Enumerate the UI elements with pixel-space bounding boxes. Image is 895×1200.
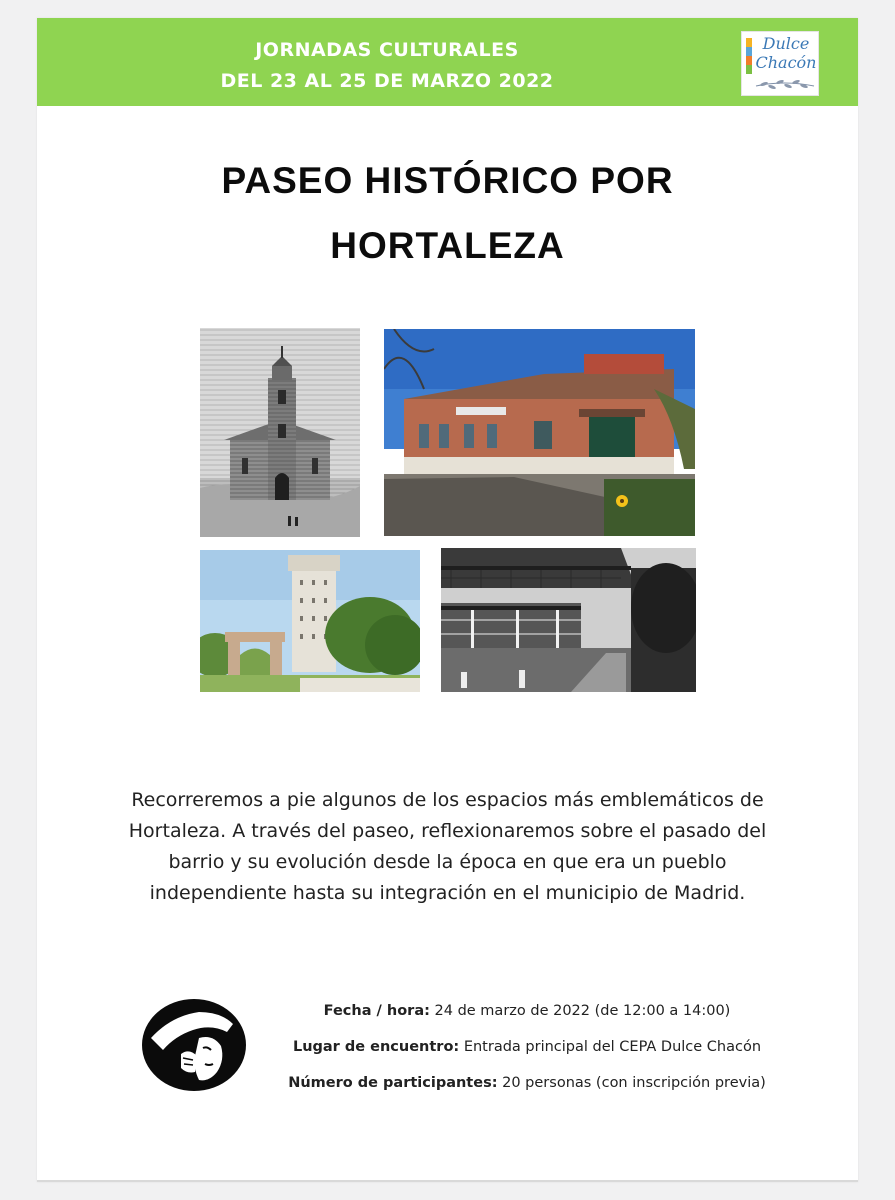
event-title-line1: PASEO HISTÓRICO POR: [221, 160, 674, 201]
detail-participants-value: 20 personas (con inscripción previa): [497, 1075, 766, 1091]
poster-page: [37, 18, 858, 1182]
description-line4: independiente hasta su integración en el municipio de Madrid.: [149, 882, 746, 904]
event-title-line2: HORTALEZA: [330, 225, 565, 266]
detail-date: [247, 993, 807, 1029]
detail-participants: [247, 1065, 807, 1101]
detail-place-value: Entrada principal del CEPA Dulce Chacón: [459, 1039, 762, 1055]
detail-place-label: Lugar de encuentro:: [292, 1039, 460, 1055]
page-bottom-edge: [37, 1180, 858, 1182]
leaf-branch-icon: [754, 78, 816, 92]
event-details: [247, 993, 807, 1101]
detail-place: [247, 1029, 807, 1065]
brick-building-photo: [384, 329, 695, 536]
description-line3: barrio y su evolución desde la época en que era un pueblo: [168, 851, 727, 873]
thinker-face-icon: [141, 998, 247, 1092]
logo-text-line1: Dulce: [762, 34, 810, 53]
balcony-building-photo: [441, 548, 696, 692]
banner-dates: DEL 23 AL 25 DE MARZO 2022: [220, 70, 554, 92]
event-description: [87, 785, 808, 909]
logo-color-bar: [746, 38, 752, 74]
detail-date-value: 24 de marzo de 2022 (de 12:00 a 14:00): [429, 1003, 731, 1019]
description-line1: Recorreremos a pie algunos de los espacios más emblemáticos de: [131, 789, 764, 811]
dulce-chacon-logo: [741, 31, 819, 96]
water-tower-photo: [200, 550, 420, 692]
detail-participants-label: Número de participantes:: [288, 1075, 498, 1091]
detail-date-label: Fecha / hora:: [323, 1003, 430, 1019]
church-engraving-photo: [200, 328, 360, 537]
description-line2: Hortaleza. A través del paseo, reflexionaremos sobre el pasado del: [128, 820, 767, 842]
banner-title: JORNADAS CULTURALES: [255, 39, 519, 61]
header-banner: [37, 18, 858, 106]
logo-text-line2: Chacón: [755, 53, 817, 72]
